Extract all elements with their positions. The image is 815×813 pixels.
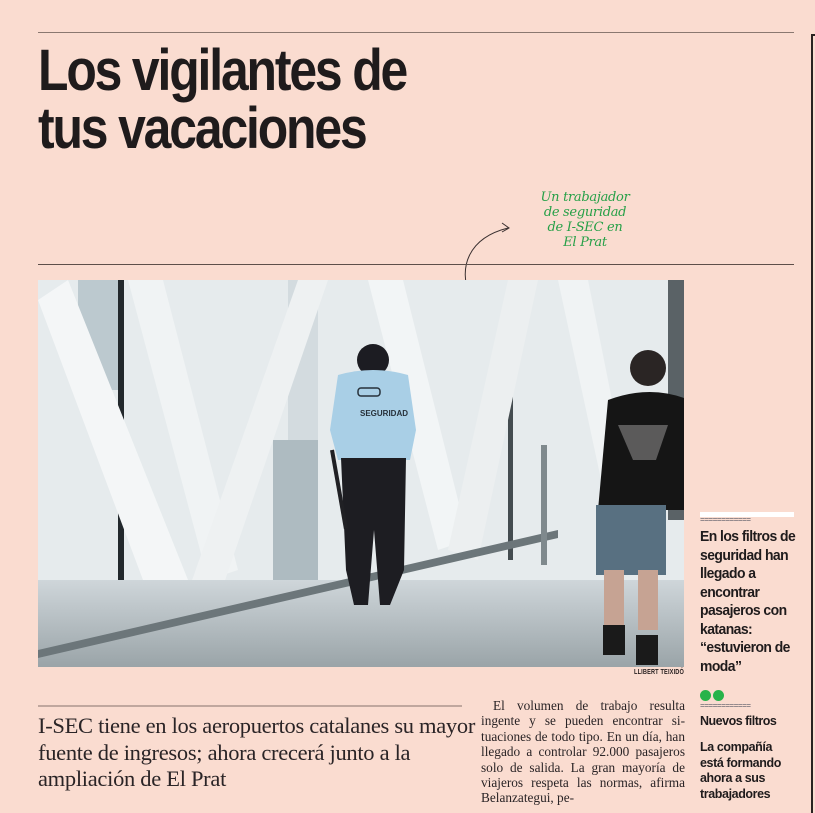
- sidebar-body: La compañía está formando ahora a sus trabajadores: [700, 740, 781, 801]
- headline-line-2: tus vacaciones: [38, 96, 366, 161]
- subhead-rule: [38, 705, 462, 707]
- right-frame-border: [811, 34, 813, 813]
- right-frame-corner: [811, 34, 815, 36]
- photo-credit: LLIBERT TEIXIDÓ: [634, 669, 684, 676]
- top-rule: [38, 32, 794, 33]
- pull-quote: En los filtros de seguridad han llegado a encontrar pasajeros con katanas: “estuvieron de moda”: [700, 528, 796, 675]
- svg-text:SEGURIDAD: SEGURIDAD: [360, 409, 409, 418]
- sidebar-section: [700, 690, 800, 802]
- headline-line-1: Los vigilantes de: [38, 38, 407, 103]
- caption-line: Un trabajador: [540, 190, 630, 205]
- sidebar-title: Nuevos filtros: [700, 714, 777, 728]
- photo-illustration: [38, 280, 684, 667]
- dashed-divider: ============: [700, 703, 751, 710]
- green-dots-icon: [700, 690, 800, 701]
- section-rule: [38, 264, 794, 265]
- dashed-divider: ============: [700, 517, 751, 524]
- headline: [38, 38, 520, 161]
- article-photo: [38, 280, 684, 667]
- body-text-column: El volumen de trabajo resulta ingente y se pueden encontrar situaciones de todo tipo. En un día, han llegado a controlar 92.000 pasajeros solo de salida. La gran mayoría de viajeros respeta las normas, afirma Belanzategui, pe-: [481, 698, 685, 806]
- caption-line: El Prat: [563, 235, 607, 250]
- pull-quote-box: [700, 512, 800, 676]
- subheadline: I-SEC tiene en los aeropuertos catalanes su mayor fuente de ingresos; ahora crecerá junto a la ampliación de El Prat: [38, 713, 476, 791]
- caption-line: de I-SEC en: [547, 220, 623, 235]
- caption-line: de seguridad: [543, 205, 627, 220]
